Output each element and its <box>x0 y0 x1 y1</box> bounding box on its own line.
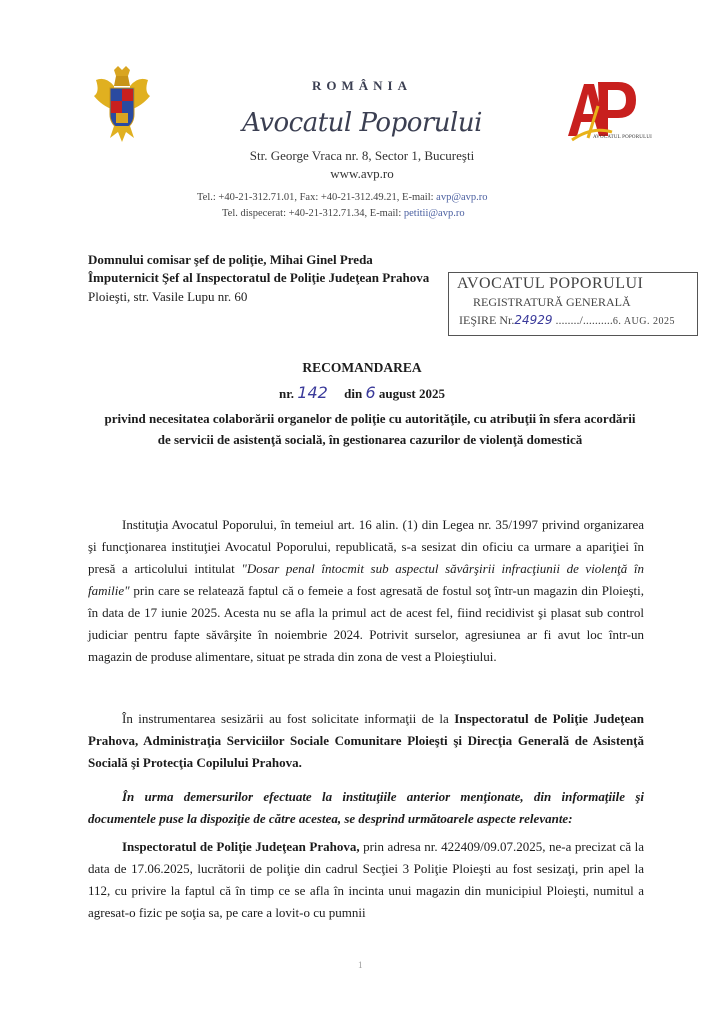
stamp-exit-row <box>459 313 675 328</box>
logo-caption: AVOCATUL POPORULUI <box>593 135 653 140</box>
dispatch-phone: Tel. dispecerat: +40-21-312.71.34, E-mail: <box>222 208 404 219</box>
nr-label: nr. <box>279 386 295 401</box>
stamp-dots: .......... <box>582 313 613 327</box>
stamp-exit-number: 24929 <box>514 313 553 327</box>
stamp-separator: / <box>579 313 583 327</box>
stamp-date: 6. AUG. 2025 <box>612 316 675 327</box>
institution-website[interactable]: www.avp.ro <box>330 166 394 181</box>
institutions-list: Inspectoratul de Poliţie Judeţean Prahova, Administraţia Serviciilor Sociale Comunitare Ploieşti şi Direcţia Generală de Asistenţă Socială şi Protecţia Copilului Prahova. <box>88 711 644 770</box>
registry-stamp <box>448 272 698 336</box>
din-day: 6 <box>365 383 376 402</box>
institution-address: Str. George Vraca nr. 8, Sector 1, Bucureşti <box>249 148 475 163</box>
paragraph-1-end: prin care se relatează faptul că o femeie a fost agresată de fostul soţ într-un magazin din Ploieşti, în data de 17 iunie 2025. Acesta nu se afla la primul act de acest fel, fiind recidivist şi plasat sub control judiciar pentru fapte săvârşite în noiembrie 2024. Potrivit surselor, agresiunea ar fi avut loc într-un magazin de produse alimentare, situat pe strada din zona de vest a Ploieştiului. <box>88 583 644 664</box>
paragraph-2 <box>88 708 644 774</box>
article-title-quote: "Dosar penal întocmit sub aspectul săvârşirii infracţiunii de violenţă în familie" <box>88 561 644 598</box>
stamp-dots: ........ <box>555 313 580 327</box>
contact-line-2 <box>222 208 465 219</box>
paragraph-4 <box>88 836 644 924</box>
paragraph-2-start: În instrumentarea sesizării au fost solicitate informaţii de la <box>122 711 455 726</box>
page-number: 1 <box>358 960 363 970</box>
contact-line-1 <box>197 192 488 203</box>
paragraph-4-institution: Inspectoratul de Poliţie Judeţean Prahova, <box>122 839 360 854</box>
petitions-email-link[interactable]: petitii@avp.ro <box>403 208 465 219</box>
paragraph-1 <box>88 514 644 668</box>
stamp-exit-label: IEŞIRE Nr. <box>459 313 515 327</box>
nr-value: 142 <box>297 383 328 402</box>
document-title: RECOMANDAREA <box>302 360 422 375</box>
paragraph-4-text: prin adresa nr. 422409/09.07.2025, ne-a precizat că la data de 17.06.2025, lucrătorii de poliţie din cadrul Secţiei 3 Poliţie Ploieşti au fost sesizaţi, prin apel la 112, cu privire la faptul că în timp ce se afla în incinta unui magazin din municipiul Ploieşti, numitul a agresat-o fizic pe soţia sa, pe care a lovit-o cu pumnii <box>88 839 644 920</box>
contact-email-link[interactable]: avp@avp.ro <box>436 192 488 203</box>
document-subject: privind necesitatea colaborării organelor de poliţie cu autorităţile, cu atribuţii în sfera acordării de servicii de asistenţă socială, în gestionarea cazurilor de violenţă domestică <box>104 411 636 447</box>
recipient-title: Împuternicit Şef al Inspectoratul de Poliţie Judeţean Prahova <box>88 270 430 285</box>
institution-name: Avocatul Poporului <box>242 108 482 138</box>
stamp-subtitle: REGISTRATURĂ GENERALĂ <box>473 295 631 309</box>
paragraph-3 <box>88 786 644 830</box>
document-number-line <box>0 383 724 402</box>
recipient-name: Domnului comisar şef de poliţie, Mihai Ginel Preda <box>88 252 373 267</box>
din-rest: august 2025 <box>378 386 445 401</box>
paragraph-1-start: Instituţia Avocatul Poporului, în temeiul art. 16 alin. (1) din Legea nr. 35/1997 privind organizarea şi funcţionarea instituţiei Avocatul Poporului, republicată, s-a sesizat din oficiu ca urmare a apariţiei în presă a articolului intitulat <box>88 517 644 576</box>
stamp-title: AVOCATUL POPORULUI <box>457 275 644 292</box>
recipient-address: Ploieşti, str. Vasile Lupu nr. 60 <box>88 289 248 304</box>
country-heading: ROMÂNIA <box>312 78 412 93</box>
din-label: din <box>344 386 363 401</box>
contact-phone-fax: Tel.: +40-21-312.71.01, Fax: +40-21-312.49.21, E-mail: <box>197 192 437 203</box>
paragraph-3-text: În urma demersurilor efectuate la instituţiile anterior menţionate, din informaţiile şi documentele puse la dispoziţie de către acestea, se desprind următoarele aspecte relevante: <box>88 789 644 826</box>
